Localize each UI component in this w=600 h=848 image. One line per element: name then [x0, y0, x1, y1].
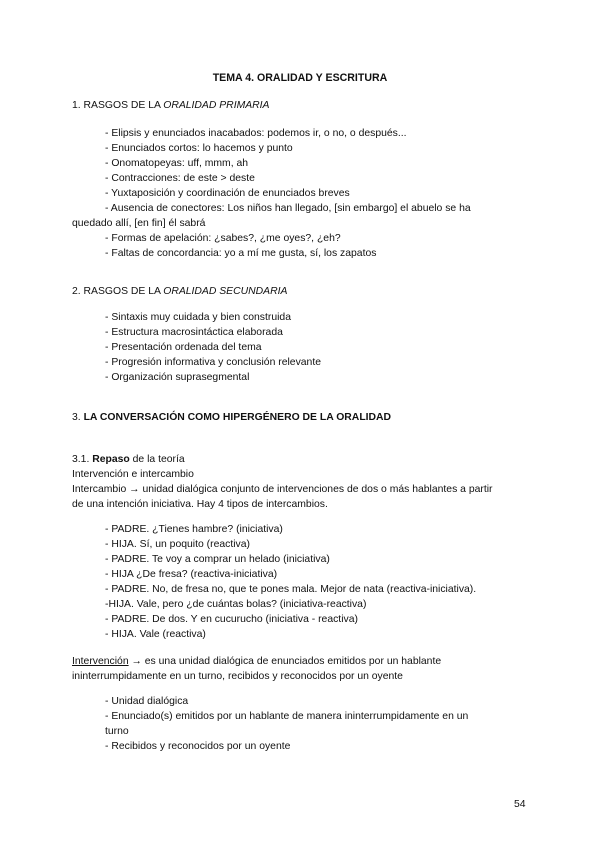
dialogue-line: - PADRE. ¿Tienes hambre? (iniciativa): [105, 524, 283, 535]
list-item: - Faltas de concordancia: yo a mí me gusta, sí, los zapatos: [105, 248, 377, 259]
dialogue-line: - HIJA ¿De fresa? (reactiva-iniciativa): [105, 569, 278, 580]
list-item: - Ausencia de conectores: Los niños han llegado, [sin embargo] el abuelo se ha: [105, 203, 471, 214]
list-item-continuation: turno: [105, 726, 129, 737]
list-item: - Organización suprasegmental: [105, 372, 250, 383]
dialogue-line: - PADRE. De dos. Y en cucurucho (iniciativa - reactiva): [105, 614, 358, 625]
list-item: - Contracciones: de este > deste: [105, 173, 255, 184]
dialogue-line: -HIJA. Vale, pero ¿de cuántas bolas? (iniciativa-reactiva): [105, 599, 367, 610]
section2-prefix: 2. RASGOS DE LA: [72, 286, 164, 297]
list-item: - Sintaxis muy cuidada y bien construida: [105, 312, 291, 323]
section1-prefix: 1. RASGOS DE LA: [72, 100, 164, 111]
subsection-bold: Repaso: [92, 454, 130, 465]
list-item: - Estructura macrosintáctica elaborada: [105, 327, 283, 338]
list-item-continuation: quedado allí, [en fin] él sabrá: [72, 218, 206, 229]
intercambio-definition-line1: Intercambio → unidad dialógica conjunto de intervenciones de dos o más hablantes a partir: [72, 484, 493, 495]
section3-heading: [72, 410, 391, 425]
section1-heading: [72, 98, 270, 113]
section2-list: [105, 310, 545, 385]
dialogue-line: - HIJA. Sí, un poquito (reactiva): [105, 539, 250, 550]
subsection-rest: de la teoría: [129, 454, 185, 465]
subsection-number: 3.1.: [72, 454, 93, 465]
intervencion-term: Intervención: [72, 656, 129, 667]
intervencion-rest: → es una unidad dialógica de enunciados emitidos por un hablante: [128, 656, 442, 667]
list-item: - Onomatopeyas: uff, mmm, ah: [105, 158, 249, 169]
list-item: - Elipsis y enunciados inacabados: podemos ir, o no, o después...: [105, 128, 407, 139]
page-title: TEMA 4. ORALIDAD Y ESCRITURA: [212, 72, 388, 84]
section1-list: [72, 126, 545, 261]
subsection-heading: [72, 452, 532, 467]
section2-emphasis: ORALIDAD SECUNDARIA: [163, 286, 288, 297]
subsection-subtitle: Intervención e intercambio: [72, 469, 194, 480]
section1-emphasis: ORALIDAD PRIMARIA: [163, 100, 270, 111]
list-item: - Recibidos y reconocidos por un oyente: [105, 741, 291, 752]
list-item: - Progresión informativa y conclusión relevante: [105, 357, 321, 368]
intercambio-definition-line2: de una intención iniciativa. Hay 4 tipos de intercambios.: [72, 499, 328, 510]
page-number: 54: [514, 799, 526, 810]
list-item: - Presentación ordenada del tema: [105, 342, 262, 353]
dialogue-line: - PADRE. Te voy a comprar un helado (iniciativa): [105, 554, 330, 565]
list-item: - Enunciados cortos: lo hacemos y punto: [105, 143, 293, 154]
list-item: - Enunciado(s) emitidos por un hablante de manera ininterrumpidamente en un: [105, 711, 469, 722]
list-item: - Formas de apelación: ¿sabes?, ¿me oyes?, ¿eh?: [105, 233, 341, 244]
section3-number: 3.: [72, 412, 84, 423]
intervencion-definition-line2: ininterrumpidamente en un turno, recibidos y reconocidos por un oyente: [72, 671, 403, 682]
intervencion-features: [105, 694, 545, 754]
list-item: - Unidad dialógica: [105, 696, 189, 707]
list-item: - Yuxtaposición y coordinación de enunciados breves: [105, 188, 350, 199]
dialogue-line: - HIJA. Vale (reactiva): [105, 629, 206, 640]
dialogue-line: - PADRE. No, de fresa no, que te pones mala. Mejor de nata (reactiva-iniciativa).: [105, 584, 477, 595]
intervencion-definition-line1: [72, 654, 532, 669]
dialogue-examples: [105, 522, 545, 642]
section2-heading: [72, 284, 287, 299]
section3-title: LA CONVERSACIÓN COMO HIPERGÉNERO DE LA ORALIDAD: [83, 412, 392, 423]
